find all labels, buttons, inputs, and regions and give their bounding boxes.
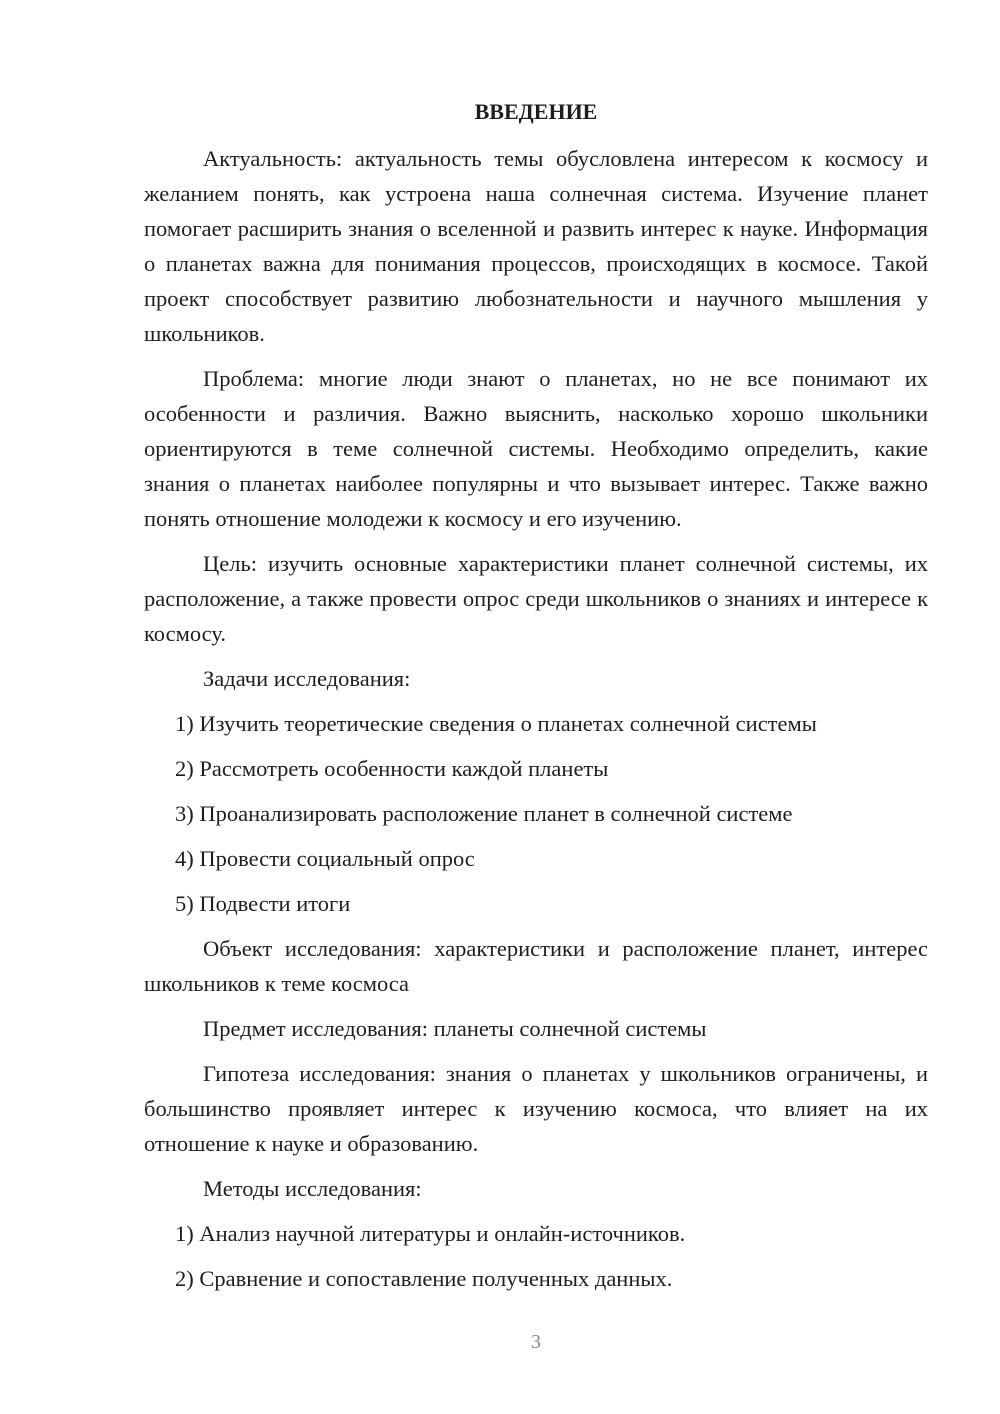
- object-paragraph: Объект исследования: характеристики и расположение планет, интерес школьников к теме космоса: [144, 936, 928, 996]
- list-item: 2) Рассмотреть особенности каждой планеты: [175, 756, 609, 781]
- list-item: 4) Провести социальный опрос: [175, 846, 475, 871]
- methods-list: [144, 1216, 928, 1296]
- problem-paragraph: Проблема: многие люди знают о планетах, но не все понимают их особенности и различия. Важно выяснить, насколько хорошо школьники ориентируются в теме солнечной системы. Необходимо определить, какие знания о планетах наиболее популярны и что вызывает интерес. Также важно понять отношение молодежи к космосу и его изучению.: [144, 366, 928, 531]
- list-item: 2) Сравнение и сопоставление полученных данных.: [175, 1266, 673, 1291]
- list-item: 5) Подвести итоги: [175, 891, 351, 916]
- page-number: 3: [531, 1331, 541, 1353]
- list-item: 1) Анализ научной литературы и онлайн-источников.: [175, 1221, 686, 1246]
- page-content: [144, 96, 928, 1306]
- list-item: 3) Проанализировать расположение планет в солнечной системе: [175, 801, 793, 826]
- page-title: ВВЕДЕНИЕ: [474, 99, 598, 124]
- subject-paragraph: Предмет исследования: планеты солнечной системы: [203, 1016, 707, 1041]
- tasks-list: [144, 706, 928, 921]
- methods-heading: Методы исследования:: [203, 1176, 422, 1201]
- tasks-heading: Задачи исследования:: [203, 666, 411, 691]
- list-item: 1) Изучить теоретические сведения о планетах солнечной системы: [175, 711, 817, 736]
- hypothesis-paragraph: Гипотеза исследования: знания о планетах у школьников ограничены, и большинство проявляет интерес к изучению космоса, что влияет на их отношение к науке и образованию.: [144, 1061, 928, 1156]
- relevance-paragraph: Актуальность: актуальность темы обусловлена интересом к космосу и желанием понять, как устроена наша солнечная система. Изучение планет помогает расширить знания о вселенной и развить интерес к науке. Информация о планетах важна для понимания процессов, происходящих в космосе. Такой проект способствует развитию любознательности и научного мышления у школьников.: [144, 146, 928, 346]
- goal-paragraph: Цель: изучить основные характеристики планет солнечной системы, их расположение, а также провести опрос среди школьников о знаниях и интересе к космосу.: [144, 551, 928, 646]
